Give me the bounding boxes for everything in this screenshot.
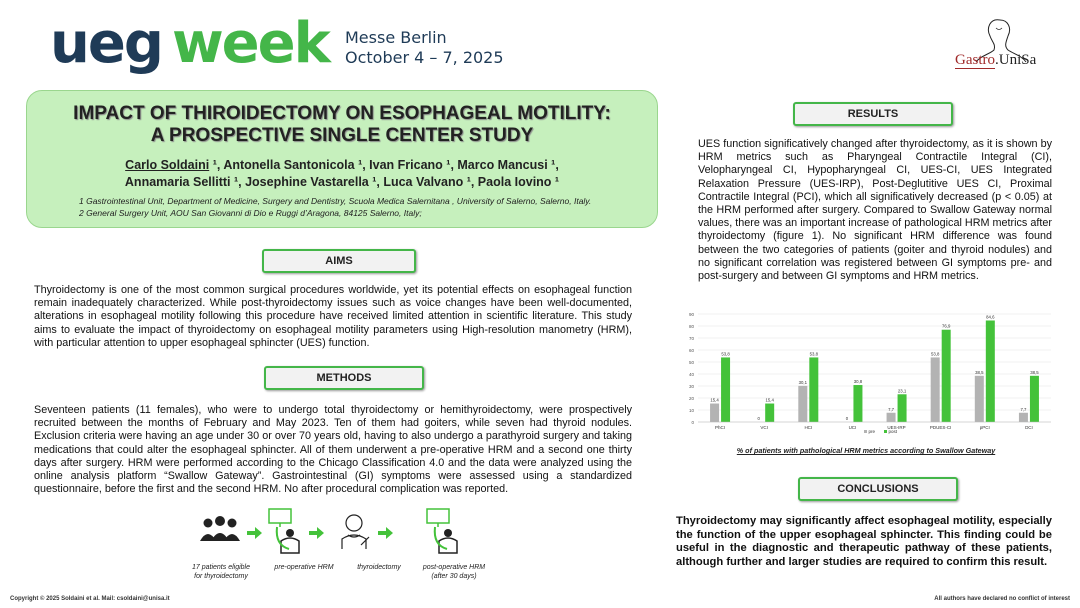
data-label: 30,1 [798,379,807,385]
venue-city: Messe Berlin [345,28,447,47]
data-label: 53,8 [931,351,940,357]
bar-pre [1019,413,1028,422]
x-tick-label: HCI [804,425,813,430]
legend-label-post: post [888,429,898,434]
first-author: Carlo Soldaini [125,158,210,172]
gastro-logo-part1: Gastro [955,52,995,68]
title-box [26,90,658,228]
y-tick-label: 70 [688,336,694,341]
bar-pre [975,376,984,422]
y-tick-label: 80 [688,324,694,329]
data-label: 84,6 [986,314,995,320]
flow-step-2-label: pre-operative HRM [274,564,334,571]
x-tick-label: PDUES-CI [929,425,952,430]
bar-pre [887,413,896,422]
gastro-unisa-logo [955,52,1036,69]
conclusions-text: Thyroidectomy may significantly affect esophageal motility, especially the function of the upper esophageal sphincter. This finding could be useful in the diagnostic and therapeutic pathway of these patients, although further and larger studies are required to confirm this result. [676,515,1052,568]
data-label: 53,8 [721,351,730,357]
results-bar-chart [676,308,1056,438]
chart-caption: % of patients with pathological HRM metrics according to Swallow Gateway [736,446,996,455]
affiliation-1: 1 Gastrointestinal Unit, Department of Medicine, Surgery and Dentistry, Scuola Medica Salernitana , University of Salerno, Salerno, Italy. [79,196,592,206]
paper-title-line1: IMPACT OF THIROIDECTOMY ON ESOPHAGEAL MOTILITY: [73,103,611,124]
footer-copyright: Copyright © 2025 Soldaini et al. Mail: csoldaini@unisa.it [10,596,170,602]
x-tick-label: VCI [760,425,768,430]
authors-line2: Annamaria Sellitti ¹, Josephine Vastarella ¹, Luca Valvano ¹, Paola Iovino ¹ [124,175,560,189]
venue-info [345,28,504,68]
methods-heading: METHODS [264,366,424,390]
hrm-monitor-icon [269,509,299,553]
y-tick-label: 60 [688,348,694,353]
bar-post [765,404,774,422]
affiliations [27,195,657,219]
bar-pre [798,386,807,422]
legend-label-pre: pre [868,429,876,434]
logo-week-text: week [171,11,329,76]
data-label: 23,1 [897,388,907,394]
methods-text: Seventeen patients (11 females), who were to undergo total thyroidectomy or hemithyroidectomy, were prospectively recruited between the months of February and May 2023. Ten of them had goiters, while seven had thyroid nodules. Exclusion criteria were having an age under 30 or over 70 years old, having to also undergo a parathyroid surgery and taking medications that could alter the esophageal sphincter. All of them underwent a pre-operative HRM and a second one thirty days after surgery. HRM were performed according to the Chicago Classification 4.0 and the data were analyzed using the online analysis platform “Swallow Gateway”. Gastrointestinal (GI) symptoms were assessed using a standardized questionnaire, before the first and the second HRM. No after procedural complication was reported. [34,404,632,496]
bar-post [721,357,730,422]
data-label: 38,5 [975,369,984,375]
bar-post [986,320,995,422]
data-label: 38,5 [1030,369,1039,375]
data-label: 7,7 [888,406,895,412]
bar-post [809,357,818,422]
aims-text: Thyroidectomy is one of the most common surgical procedures worldwide, yet its potential effects on esophageal function remain inadequately characterized. While post-thyroidectomy issues such as voice changes have been well-documented, alterations in esophageal motility following this procedure have received limited attention in scientific literature. This study aims to evaluate the impact of thyroidectomy on esophageal motility parameters using High-resolution manometry (HRM), with particular attention to upper esophageal sphincter (UES) function. [34,284,632,349]
bar-pre [931,357,940,422]
flow-step-1-label: 17 patients eligible for thyroidectomy [192,564,250,580]
affiliation-2: 2 General Surgery Unit, AOU San Giovanni di Dio e Ruggi d’Aragona, 84125 Salerno, Italy; [79,208,422,218]
aims-heading: AIMS [262,249,416,273]
authors-line1: ¹, Antonella Santonicola ¹, Ivan Fricano ¹, Marco Mancusi ¹, [209,158,559,172]
bar-post [942,330,951,422]
x-tick-label: DCI [1025,425,1033,430]
data-label: 76,9 [942,323,951,329]
x-tick-label: pPCI [979,425,990,430]
legend-swatch-pre [864,430,867,433]
logo-ueg-text: ueg [50,11,162,76]
arrow-right-icon [378,527,393,539]
authors [27,157,657,191]
results-heading: RESULTS [793,102,953,126]
data-label: 0 [757,416,760,421]
arrow-right-icon [309,527,324,539]
gastro-logo-part2: .UniSa [995,52,1037,68]
x-tick-label: UCI [848,425,857,430]
bar-pre [710,404,719,422]
data-label: 0 [845,416,849,421]
thyroidectomy-icon [342,515,369,549]
footer-conflict: All authors have declared no conflict of interest [934,596,1070,602]
venue-dates: October 4 – 7, 2025 [345,48,504,67]
data-label: 15,4 [765,397,774,403]
legend-swatch-post [884,430,887,433]
data-label: 15,4 [710,397,719,403]
y-tick-label: 10 [688,408,694,413]
patients-group-icon [200,516,240,541]
bar-post [853,385,862,422]
y-tick-label: 0 [691,420,694,425]
data-label: 7,7 [1020,406,1027,412]
x-tick-label: PhCI [715,425,726,430]
y-tick-label: 50 [688,360,694,365]
results-text: UES function significatively changed after thyroidectomy, as it is shown by HRM metrics such as Pharyngeal Contractile Integral (CI), Velopharyngeal CI, Hypopharyngeal CI, UES-CI, UES Integrated Relaxation Pressure (UES-IRP), Post-Deglutitive UES CI, Proximal Contractile Integral (PCI), which all significatively decreased (p < 0.05) at the HRM performed after surgery. Compared to Swallow Gateway normal values, there was an important increase of pathological HRM metrics after thyroidectomy (figure 1). No significant HRM difference was found between the two categories of patients (goiter and thyroid nodules) and no significant correlation was registered between GI symptoms pre- and post-surgery and between GI symptoms and HRM metrics. [698,138,1052,283]
y-tick-label: 90 [688,312,694,317]
y-tick-label: 20 [688,396,694,401]
bar-post [898,394,907,422]
ueg-week-logo [50,11,329,76]
flow-step-4-label: post-operative HRM (after 30 days) [422,564,486,580]
x-tick-label: UES-IRP [887,425,906,430]
arrow-right-icon [247,527,262,539]
gastro-unisa-figure-icon [950,14,1060,84]
paper-title-line2: A PROSPECTIVE SINGLE CENTER STUDY [150,125,534,146]
hrm-monitor-icon [427,509,457,553]
flow-step-3-label: thyroidectomy [357,564,401,571]
y-tick-label: 40 [688,372,694,377]
data-label: 30,8 [853,379,863,385]
bar-post [1030,376,1039,422]
conclusions-heading: CONCLUSIONS [798,477,958,501]
y-tick-label: 30 [688,384,694,389]
data-label: 53,8 [809,351,818,357]
